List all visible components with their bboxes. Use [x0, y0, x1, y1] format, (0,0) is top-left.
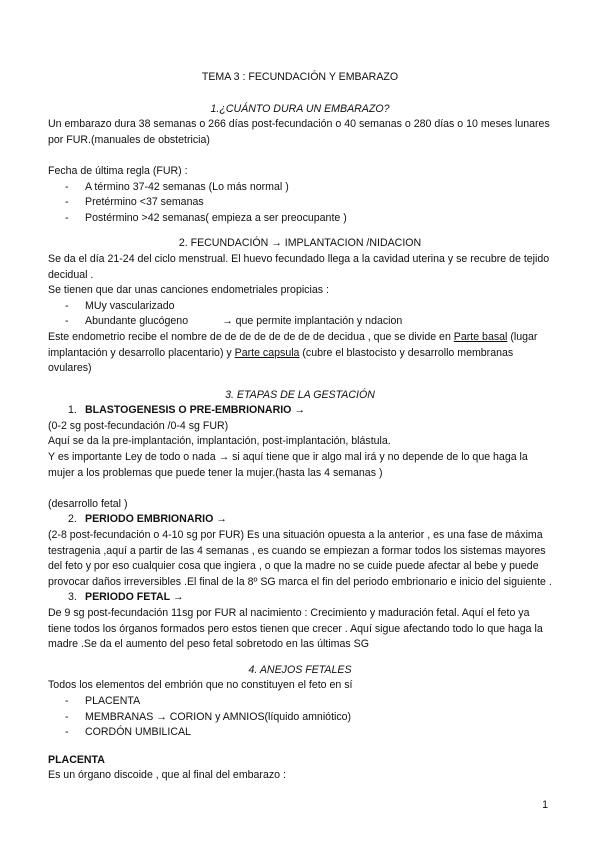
anejos-list — [48, 694, 552, 741]
list-item: - MEMBRANAS → CORION y AMNIOS(líquido amniótico) — [48, 710, 552, 726]
placenta-paragraph: Es un órgano discoide , que al final del embarazo : — [48, 769, 286, 782]
condiciones-list — [48, 299, 552, 330]
decidua-text: (cubre el blastocisto y desarrollo membranas ovulares) — [48, 346, 514, 375]
paragraph-ciclo: Se da el día 21-24 del ciclo menstrual. El huevo fecundado llega a la cavidad uterina y se recubre de tejido decidual . — [48, 252, 550, 281]
decidua-text: (lugar implantación y desarrollo placentario) y — [48, 330, 538, 359]
stage-number: 1. — [68, 404, 77, 417]
list-item: - Pretérmino <37 semanas — [48, 195, 552, 211]
stage-number: 2. — [68, 513, 77, 526]
decidua-text: Este endometrio recibe el nombre de de de de de de de de decidua , que se divide en — [48, 330, 454, 343]
stage-heading-fetal — [48, 590, 552, 606]
paragraph-decidua — [48, 330, 552, 377]
section-heading-anejos: 4. ANEJOS FETALES — [248, 663, 352, 676]
list-item: - MUy vascularizado — [48, 299, 552, 315]
paragraph-anejos: Todos los elementos del embrión que no constituyen el feto en sí — [48, 679, 353, 692]
page-number: 1 — [542, 799, 548, 811]
paragraph-condiciones: Se tienen que dar unas canciones endometriales propicias : — [48, 284, 329, 297]
stage-line: (0-2 sg post-fecundación /0-4 sg FUR) — [48, 419, 229, 432]
stage-line: (desarrollo fetal ) — [48, 497, 128, 510]
document-page — [48, 70, 552, 784]
page-title: TEMA 3 : FECUNDACIÓN Y EMBARAZO — [201, 71, 399, 83]
fur-label: Fecha de última regla (FUR) : — [48, 164, 188, 177]
stage-number: 3. — [68, 591, 77, 604]
section-heading-etapas: 3. ETAPAS DE LA GESTACIÓN — [225, 388, 375, 401]
list-item-note: → que permite implantación y ndacion — [222, 315, 403, 328]
list-item: - CORDÓN UMBILICAL — [48, 725, 552, 741]
placenta-heading: PLACENTA — [48, 753, 105, 766]
fur-list — [48, 180, 552, 227]
stage-heading-embrionario — [48, 512, 552, 528]
list-item-text: Abundante glucógeno — [85, 315, 189, 328]
list-item: - A término 37-42 semanas (Lo más normal ) — [48, 180, 552, 196]
list-item: - Postérmino >42 semanas( empieza a ser preocupante ) — [48, 211, 552, 227]
stage-line: Y es importante Ley de todo o nada → si aquí tiene que ir algo mal irá y no depende de lo que haga la mujer a los problemas que puede tener la mujer.(hasta las 4 semanas ) — [48, 451, 528, 479]
list-item: - PLACENTA — [48, 694, 552, 710]
stage-line: Aquí se da la pre-implantación, implantación, post-implantación, blástula. — [48, 435, 391, 448]
section-heading-fecundacion: 2. FECUNDACIÓN → IMPLANTACION /NIDACION — [178, 237, 422, 250]
term-parte-capsula: Parte capsula — [234, 346, 300, 359]
stage-heading-blastogenesis — [48, 403, 552, 419]
stage-title: PERIODO FETAL → — [85, 591, 184, 604]
stage-paragraph: De 9 sg post-fecundación 11sg por FUR al nacimiento : Crecimiento y maduración fetal. Aquí el feto ya tiene todos los órganos formados pero estos tienen que crecer . Aquí sigue afectando todo lo que haga la madre .Se da el aumento del peso fetal sobretodo en las últimas SG — [48, 607, 543, 651]
stage-title: PERIODO EMBRIONARIO → — [85, 513, 227, 526]
list-item — [48, 314, 552, 330]
term-parte-basal: Parte basal — [453, 330, 508, 343]
stage-title: BLASTOGENESIS O PRE-EMBRIONARIO → — [85, 404, 305, 417]
section-heading-duracion: 1.¿CUÁNTO DURA UN EMBARAZO? — [210, 102, 390, 115]
stage-paragraph: (2-8 post-fecundación o 4-10 sg por FUR) Es una situación opuesta a la anterior , es una fase de máxima testragenia ,aquí a partir de las 4 semanas , es cuando se empiezan a formar todos los sistemas mayores del feto y por eso cualquier cosa que ingiera , o que la madre no se cuide puede afectar al bebe y puede provocar daños irreversibles .El final de la 8º SG marca el fin del periodo embrionario e inicio del siguiente . — [48, 529, 552, 588]
paragraph-duracion: Un embarazo dura 38 semanas o 266 días post-fecundación o 40 semanas o 280 días o 10 meses lunares por FUR.(manuales de obstetricia) — [48, 118, 550, 146]
